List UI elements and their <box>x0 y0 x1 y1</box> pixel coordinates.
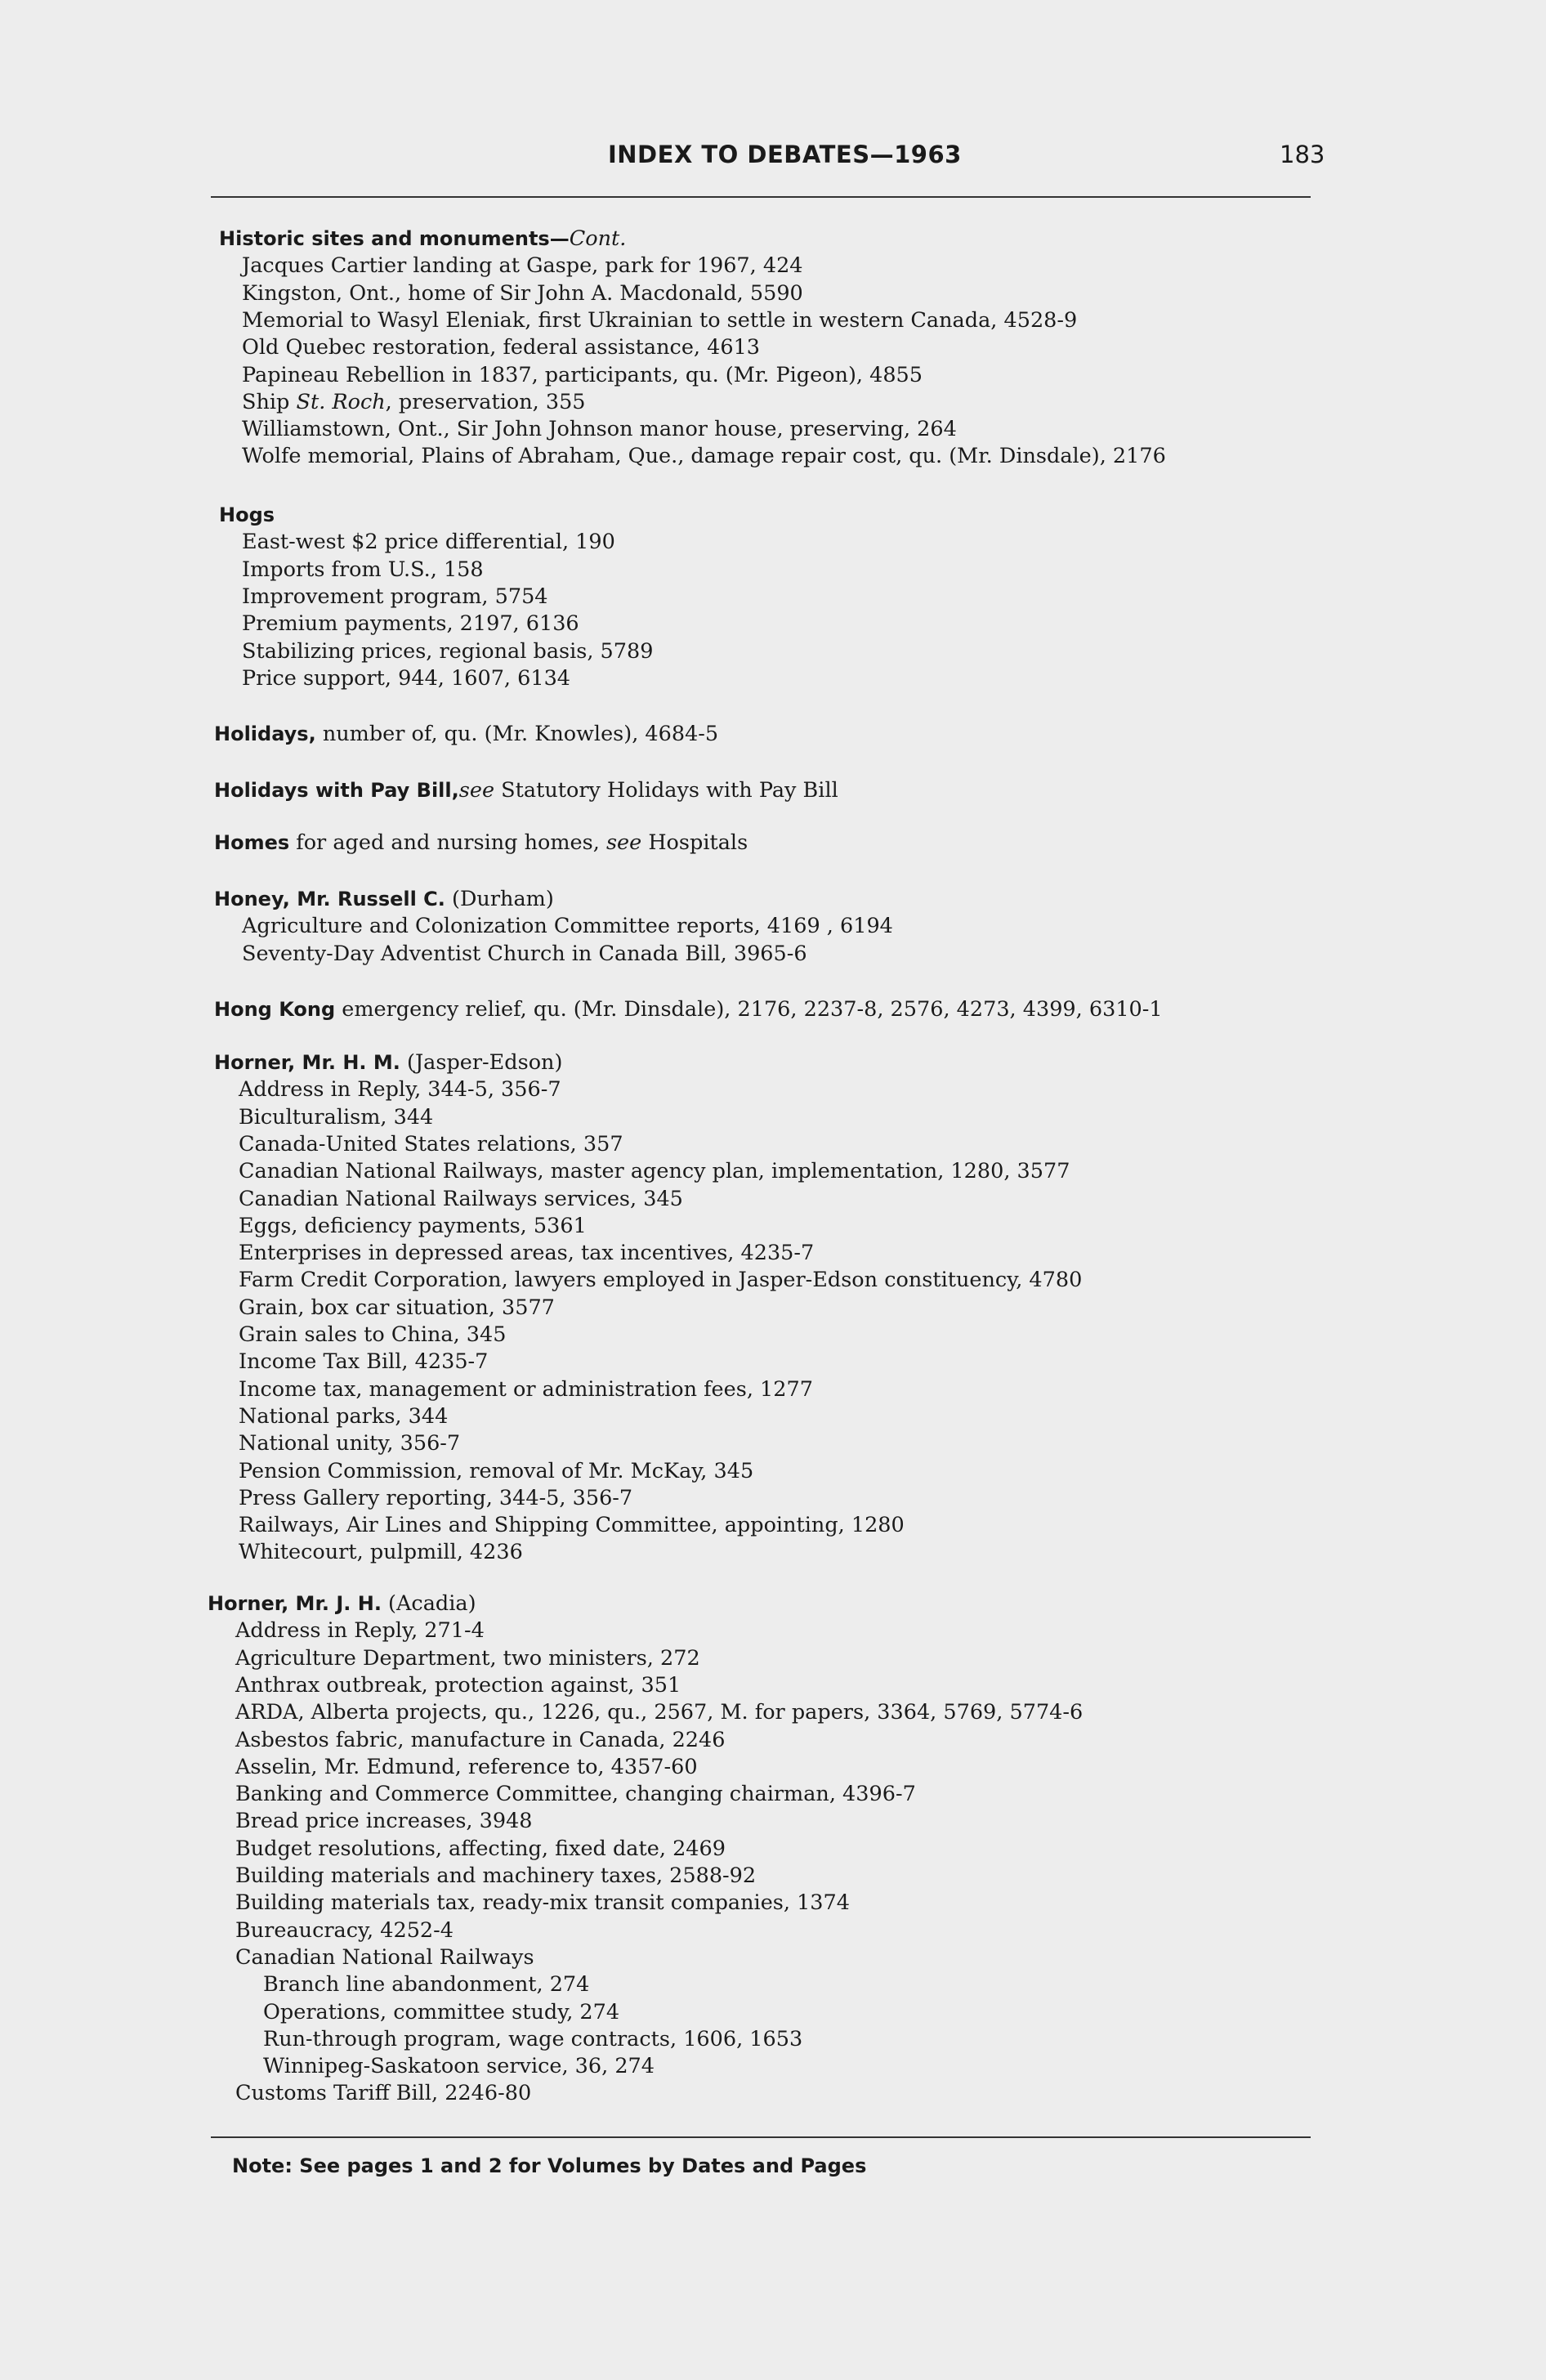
footer-note: Note: See pages 1 and 2 for Volumes by Dates and Pages <box>232 2154 867 2177</box>
index-subentry <box>242 556 484 584</box>
subentry-italic: St. Roch <box>296 389 386 414</box>
heading-name: Historic sites and monuments— <box>219 227 570 250</box>
subentry-text: National unity, 356-7 <box>239 1431 461 1456</box>
heading-see-target: Hospitals <box>641 830 748 855</box>
heading-name: Hogs <box>219 503 275 526</box>
index-subentry <box>239 1511 905 1539</box>
heading-tail: number of, qu. (Mr. Knowles), 4684-5 <box>315 722 719 746</box>
index-subentry <box>242 940 807 968</box>
subentry-text: Railways, Air Lines and Shipping Committee, appointing, 1280 <box>239 1513 905 1538</box>
index-subentry <box>239 1185 683 1213</box>
subentry-text: Ship <box>242 389 297 414</box>
subentry-text: Whitecourt, pulpmill, 4236 <box>239 1540 523 1565</box>
footer-rule <box>211 2136 1311 2138</box>
index-subentry <box>235 1889 850 1917</box>
subentry-text: Asbestos fabric, manufacture in Canada, 2246 <box>235 1727 726 1752</box>
index-subentry <box>235 1671 681 1699</box>
index-subentry <box>239 1294 555 1322</box>
index-subentry <box>235 1753 698 1781</box>
subentry-text: Operations, committee study, 274 <box>263 1999 620 2024</box>
index-subentry <box>263 2052 655 2080</box>
subentry-text: Wolfe memorial, Plains of Abraham, Que., damage repair cost, qu. (Mr. Dinsdale), 2176 <box>242 444 1166 469</box>
index-subentry <box>239 1321 506 1349</box>
subentry-text: Customs Tariff Bill, 2246-80 <box>235 2081 532 2106</box>
subentry-text: Asselin, Mr. Edmund, reference to, 4357-60 <box>235 1754 698 1779</box>
heading-tail: (Jasper-Edson) <box>400 1050 563 1075</box>
index-subentry <box>239 1348 488 1376</box>
subentry-text: Grain, box car situation, 3577 <box>239 1295 555 1320</box>
subentry-text: Building materials tax, ready-mix transit companies, 1374 <box>235 1890 850 1916</box>
header-rule <box>211 196 1311 198</box>
page-header <box>0 141 1546 173</box>
subentry-text: Improvement program, 5754 <box>242 584 548 609</box>
index-subentry <box>235 1862 756 1890</box>
subentry-text: ARDA, Alberta projects, qu., 1226, qu., 2567, M. for papers, 3364, 5769, 5774-6 <box>235 1700 1084 1725</box>
subentry-text: Memorial to Wasyl Eleniak, first Ukrainian to settle in western Canada, 4528-9 <box>242 307 1078 333</box>
index-subentry <box>239 1157 1070 1185</box>
index-subentry <box>239 1266 1082 1294</box>
index-subentry <box>242 306 1077 334</box>
subentry-text: Canadian National Railways services, 345 <box>239 1186 683 1211</box>
index-subentry <box>242 333 760 361</box>
heading-name: Horner, Mr. J. H. <box>208 1592 382 1615</box>
index-subentry <box>239 1239 814 1267</box>
heading-name: Homes <box>214 831 290 854</box>
heading-name: Honey, Mr. Russell C. <box>214 888 445 910</box>
index-subentry <box>263 1998 619 2026</box>
index-heading <box>214 829 748 857</box>
index-subentry <box>235 1917 454 1944</box>
subentry-text: Agriculture Department, two ministers, 272 <box>235 1645 700 1671</box>
subentry-text: National parks, 344 <box>239 1403 449 1429</box>
subentry-text: Papineau Rebellion in 1837, participants, qu. (Mr. Pigeon), 4855 <box>242 362 923 387</box>
index-subentry <box>242 388 586 416</box>
subentry-text: Williamstown, Ont., Sir John Johnson manor house, preserving, 264 <box>242 417 957 442</box>
subentry-text: Run-through program, wage contracts, 1606, 1653 <box>263 2026 803 2051</box>
index-heading <box>214 776 838 804</box>
index-subentry <box>242 583 548 611</box>
subentry-text: Bureaucracy, 4252-4 <box>235 1917 454 1943</box>
index-heading <box>214 1049 562 1076</box>
index-subentry <box>235 1698 1083 1726</box>
subentry-text: Imports from U.S., 158 <box>242 557 484 582</box>
subentry-text: East-west $2 price differential, 190 <box>242 530 615 555</box>
heading-tail: emergency relief, qu. (Mr. Dinsdale), 2176, 2237-8, 2576, 4273, 4399, 6310-1 <box>335 997 1163 1022</box>
subentry-text: Premium payments, 2197, 6136 <box>242 611 579 637</box>
subentry-text: Address in Reply, 271-4 <box>235 1618 485 1644</box>
index-subentry <box>242 638 653 665</box>
index-subentry <box>239 1484 632 1512</box>
index-subentry <box>263 1971 589 1998</box>
subentry-text: Anthrax outbreak, protection against, 351 <box>235 1672 681 1698</box>
heading-name: Holidays, <box>214 722 316 745</box>
page-title: INDEX TO DEBATES—1963 <box>608 141 962 168</box>
subentry-text: Canada-United States relations, 357 <box>239 1131 623 1156</box>
index-subentry <box>242 664 570 692</box>
subentry-text: Banking and Commerce Committee, changing chairman, 4396-7 <box>235 1782 916 1807</box>
index-subentry <box>235 1807 533 1835</box>
index-subentry <box>239 1103 433 1131</box>
subentry-text: Agriculture and Colonization Committee reports, 4169 , 6194 <box>242 914 893 939</box>
index-subentry <box>242 912 893 940</box>
index-subentry <box>242 528 615 556</box>
subentry-text: Seventy-Day Adventist Church in Canada Bill, 3965-6 <box>242 941 807 966</box>
heading-name: Horner, Mr. H. M. <box>214 1051 400 1074</box>
subentry-text: Price support, 944, 1607, 6134 <box>242 665 571 691</box>
index-heading <box>214 720 718 748</box>
heading-tail: Statutory Holidays with Pay Bill <box>494 778 838 803</box>
heading-name: Hong Kong <box>214 998 336 1021</box>
index-subentry <box>235 1835 726 1863</box>
index-subentry <box>242 442 1166 470</box>
index-subentry <box>235 1780 916 1808</box>
index-subentry <box>235 1944 534 1971</box>
heading-italic: Cont. <box>569 226 627 251</box>
index-heading <box>219 501 275 529</box>
subentry-text: Branch line abandonment, 274 <box>263 1972 590 1998</box>
subentry-text: Press Gallery reporting, 344-5, 356-7 <box>239 1485 633 1510</box>
subentry-text: Address in Reply, 344-5, 356-7 <box>239 1077 561 1103</box>
subentry-text: Bread price increases, 3948 <box>235 1809 533 1834</box>
subentry-tail: , preservation, 355 <box>385 389 586 414</box>
index-subentry <box>239 1130 623 1158</box>
subentry-text: Building materials and machinery taxes, 2588-92 <box>235 1863 757 1888</box>
index-subentry <box>235 1726 725 1754</box>
subentry-text: Income tax, management or administration fees, 1277 <box>239 1376 813 1402</box>
index-heading <box>219 225 626 253</box>
subentry-text: Winnipeg-Saskatoon service, 36, 274 <box>263 2054 655 2079</box>
heading-italic: see <box>458 778 495 803</box>
index-heading <box>214 995 1163 1023</box>
index-subentry <box>239 1212 587 1240</box>
index-subentry <box>242 361 923 389</box>
subentry-text: Enterprises in depressed areas, tax incentives, 4235-7 <box>239 1241 815 1266</box>
subentry-text: Income Tax Bill, 4235-7 <box>239 1349 489 1375</box>
index-subentry <box>235 1644 700 1672</box>
subentry-text: Kingston, Ont., home of Sir John A. Macdonald, 5590 <box>242 280 803 306</box>
index-subentry <box>235 1617 485 1644</box>
subentry-text: Eggs, deficiency payments, 5361 <box>239 1213 587 1238</box>
subentry-text: Pension Commission, removal of Mr. McKay, 345 <box>239 1458 754 1483</box>
index-subentry <box>263 2025 802 2053</box>
subentry-text: Jacques Cartier landing at Gaspe, park for 1967, 424 <box>242 253 803 279</box>
subentry-text: Canadian National Railways <box>235 1944 534 1970</box>
subentry-text: Budget resolutions, affecting, fixed date, 2469 <box>235 1836 726 1861</box>
index-subentry <box>235 2079 531 2107</box>
index-subentry <box>242 610 579 638</box>
index-heading <box>208 1590 476 1617</box>
index-heading <box>214 885 554 913</box>
index-subentry <box>242 280 803 307</box>
index-subentry <box>239 1538 523 1566</box>
index-subentry <box>239 1429 460 1457</box>
index-subentry <box>242 415 957 443</box>
index-subentry <box>239 1076 561 1103</box>
subentry-text: Stabilizing prices, regional basis, 5789 <box>242 638 654 664</box>
heading-tail: (Acadia) <box>381 1591 476 1616</box>
subentry-text: Grain sales to China, 345 <box>239 1322 507 1347</box>
index-subentry <box>242 252 803 280</box>
page-number: 183 <box>1280 141 1325 168</box>
index-subentry <box>239 1402 448 1430</box>
subentry-text: Biculturalism, 344 <box>239 1104 434 1130</box>
subentry-text: Farm Credit Corporation, lawyers employed in Jasper-Edson constituency, 4780 <box>239 1268 1083 1293</box>
heading-tail: for aged and nursing homes, <box>289 830 606 855</box>
heading-tail: (Durham) <box>445 887 554 911</box>
heading-name: Holidays with Pay Bill, <box>214 779 459 802</box>
index-subentry <box>239 1457 753 1485</box>
heading-see: see <box>605 830 642 855</box>
subentry-text: Canadian National Railways, master agency plan, implementation, 1280, 3577 <box>239 1159 1070 1184</box>
subentry-text: Old Quebec restoration, federal assistance, 4613 <box>242 335 761 360</box>
index-subentry <box>239 1376 813 1403</box>
